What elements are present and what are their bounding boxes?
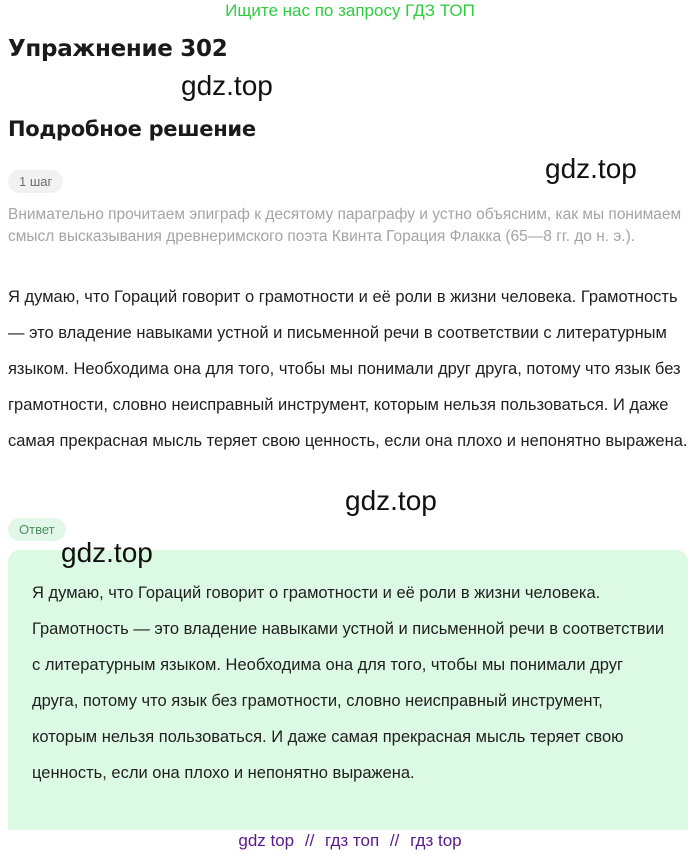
- answer-badge: Ответ: [8, 518, 66, 541]
- footer-link-gdz-top-mixed[interactable]: гдз top: [410, 831, 462, 850]
- footer-separator: //: [304, 831, 315, 850]
- watermark: gdz.top: [345, 485, 437, 516]
- search-banner: Ищите нас по запросу ГДЗ ТОП: [225, 1, 475, 20]
- answer-text: Я думаю, что Гораций говорит о грамотности и её роли в жизни человека. Грамотность — это владение навыками устной и письменной речи в соответствии с литературным языком. Необходима она для того, чтобы мы понимали друг друга, потому что язык без грамотности, словно неисправный инструмент, которым нельзя пользоваться. И даже самая прекрасная мысль теряет свою ценность, если она плохо и непонятно выражена.: [32, 584, 665, 782]
- footer-links: [0, 831, 700, 851]
- watermark: gdz.top: [545, 153, 637, 184]
- solution-title: Подробное решение: [8, 117, 256, 141]
- exercise-title: Упражнение 302: [8, 36, 228, 62]
- watermark: gdz.top: [181, 70, 273, 101]
- step-badge: 1 шаг: [8, 170, 63, 193]
- footer-link-gdz-top-ru[interactable]: гдз топ: [325, 831, 380, 850]
- solution-text: Я думаю, что Гораций говорит о грамотности и её роли в жизни человека. Грамотность — это владение навыками устной и письменной речи в соответствии с литературным языком. Необходима она для того, чтобы мы понимали друг друга, потому что язык без грамотности, словно неисправный инструмент, которым нельзя пользоваться. И даже самая прекрасная мысль теряет свою ценность, если она плохо и непонятно выражена.: [8, 288, 688, 450]
- footer-link-gdz-top[interactable]: gdz top: [238, 831, 295, 850]
- watermark: gdz.top: [61, 537, 153, 568]
- task-text: Внимательно прочитаем эпиграф к десятому параграфу и устно объясним, как мы понимаем смысл высказывания древнеримского поэта Квинта Горация Флакка (65—8 гг. до н. э.).: [8, 206, 682, 245]
- footer-separator: //: [389, 831, 400, 850]
